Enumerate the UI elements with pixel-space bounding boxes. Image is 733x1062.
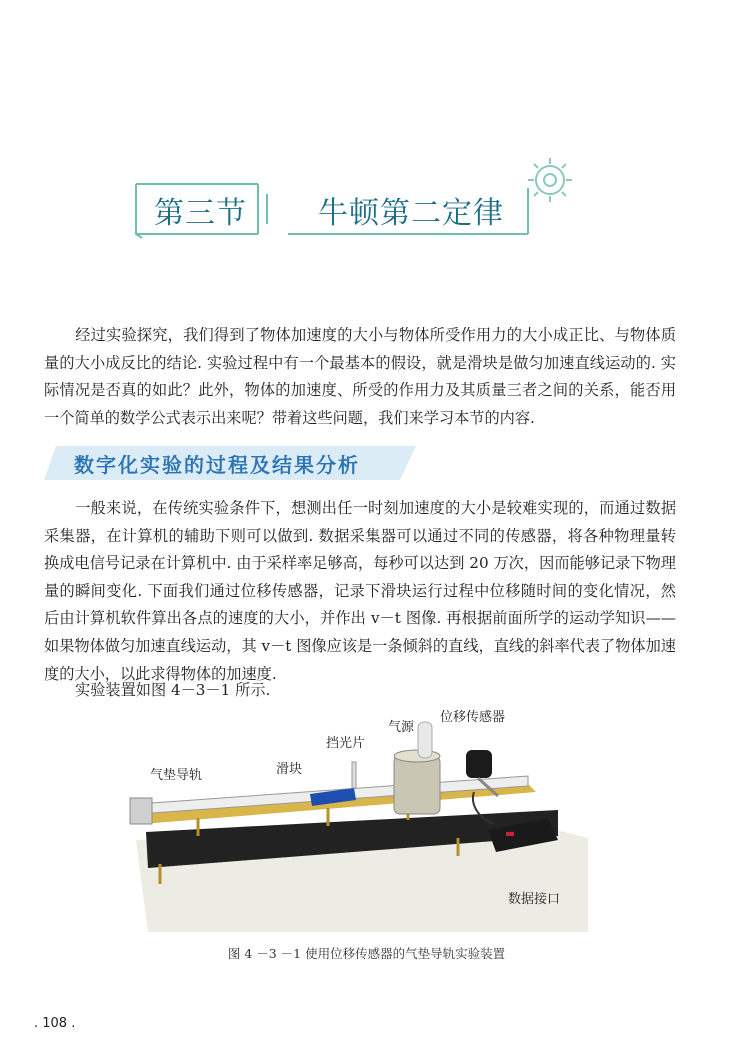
label-air-source: 气源 [388, 720, 415, 735]
title-divider [266, 194, 268, 224]
label-data-interface: 数据接口 [508, 892, 561, 907]
figure-caption: 图 4 －3 －1 使用位移传感器的气垫导轨实验装置 [227, 946, 506, 961]
label-slider: 滑块 [276, 762, 303, 777]
page-number: . 108 . [34, 1016, 76, 1031]
section-title: 牛顿第二定律 [318, 196, 504, 231]
section-number: 第三节 [154, 196, 247, 231]
figure-intro: 实验装置如图 4－3－1 所示. [75, 681, 271, 699]
air-track-figure [118, 700, 600, 940]
section-header [44, 444, 416, 482]
chapter-title-block [128, 176, 558, 242]
section-heading: 数字化实验的过程及结果分析 [74, 453, 360, 477]
label-light-blocker: 挡光片 [326, 736, 366, 751]
label-displacement-sensor: 位移传感器 [440, 710, 506, 725]
section-paragraph: 一般来说，在传统实验条件下，想测出任一时刻加速度的大小是较难实现的，而通过数据采集器，在计算机的辅助下则可以做到. 数据采集器可以通过不同的传感器，将各种物理量转换成电信号记录在计算机中. 由于采样率足够高，每秒可以达到 20 万次，因而能够记录下物理量的瞬间变化. 下面我们通过位移传感器，记录下滑块运行过程中位移随时间的变化情况，然后由计算机软件算出各点的速度的大小，并作出 v－t 图像. 再根据前面所学的运动学知识——如果物体做匀加速直线运动，其 v－t 图像应该是一条倾斜的直线，直线的斜率代表了物体加速度的大小，以此求得物体的加速度. [44, 499, 676, 683]
gear-icon [520, 150, 580, 210]
intro-paragraph: 经过实验探究，我们得到了物体加速度的大小与物体所受作用力的大小成正比、与物体质量的大小成反比的结论. 实验过程中有一个最基本的假设，就是滑块是做匀加速直线运动的. 实际情况是否真的如此？此外，物体的加速度、所受的作用力及其质量三者之间的关系，能否用一个简单的数学公式表示出来呢？带着这些问题，我们来学习本节的内容. [44, 326, 676, 427]
label-air-track: 气垫导轨 [150, 768, 203, 783]
